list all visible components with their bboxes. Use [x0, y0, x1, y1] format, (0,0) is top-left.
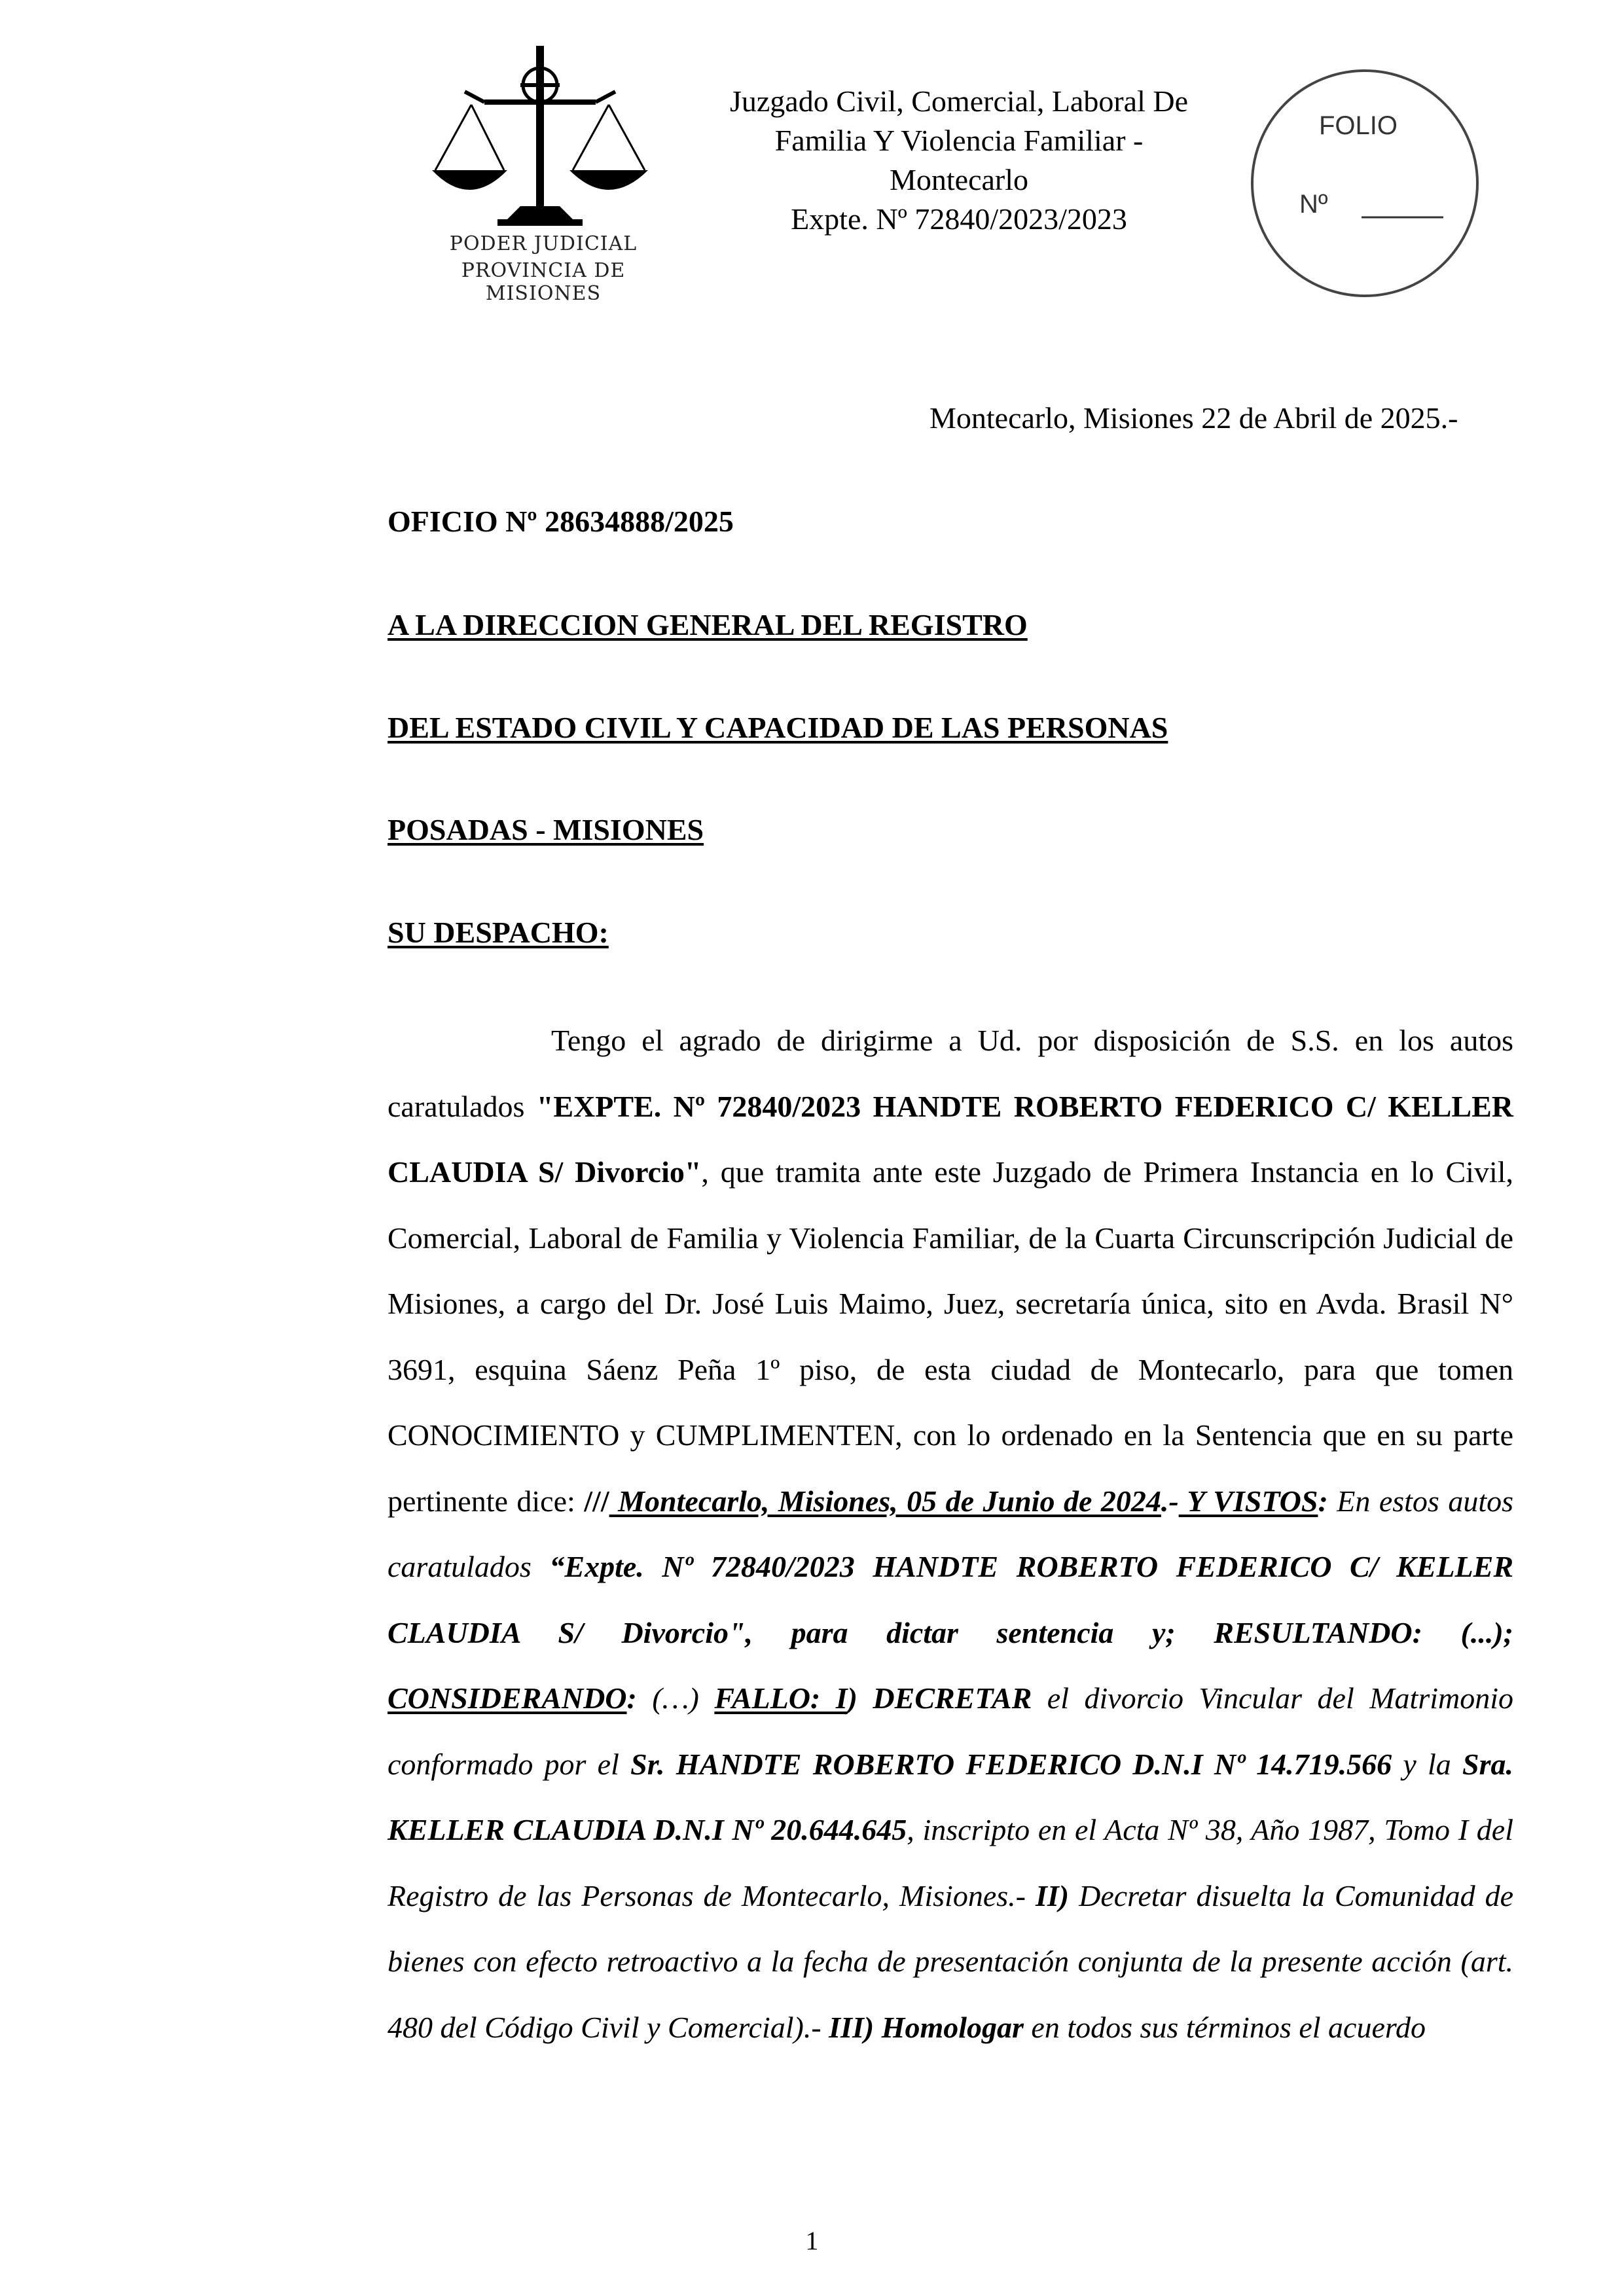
addressee-line2: DEL ESTADO CIVIL Y CAPACIDAD DE LAS PERSONAS — [388, 711, 1168, 744]
party-wife: Sra. KELLER CLAUDIA D.N.I Nº 20.644.645 — [388, 1747, 1514, 1846]
stamp-circle-icon — [1247, 65, 1483, 301]
page-number: 1 — [805, 2226, 819, 2255]
court-name-line2: Familia Y Violencia Familiar - — [774, 124, 1144, 157]
y-vistos: Y VISTOS — [1178, 1484, 1318, 1518]
poder-judicial-logo — [406, 39, 681, 305]
court-header — [687, 82, 1231, 239]
oficio-number: OFICIO Nº 28634888/2025 — [388, 505, 734, 538]
sentence-date: Montecarlo, Misiones, 05 de Junio de 2024 — [609, 1484, 1161, 1518]
fallo: FALLO: I — [714, 1681, 848, 1715]
document-date: Montecarlo, Misiones 22 de Abril de 2025.- — [929, 401, 1458, 435]
court-name-line1: Juzgado Civil, Comercial, Laboral De — [729, 84, 1189, 118]
party-husband: Sr. HANDTE ROBERTO FEDERICO D.N.I Nº 14.719.566 — [630, 1747, 1392, 1781]
case-title: "EXPTE. Nº 72840/2023 HANDTE ROBERTO FEDERICO C/ KELLER CLAUDIA S/ Divorcio" — [388, 1089, 1513, 1189]
body-text: Tengo el agrado de dirigirme a Ud. por disposición de S.S. en los autos caratulados "EXPTE. Nº 72840/2023 HANDTE ROBERTO FEDERICO C/ KELLER CLAUDIA S/ Divorcio", que tramita ante este Juzgado de Primera Instancia en lo Civil, Comercial, Laboral de Familia y Violencia Familiar, de la Cuarta Circunscripción Judicial de Misiones, a cargo del Dr. José Luis Maimo, Juez, secretaría única, sito en Avda. Brasil N° 3691, esquina Sáenz Peña 1º piso, de esta ciudad de Montecarlo, para que tomen CONOCIMIENTO y CUMPLIMENTEN, con lo ordenado en la Sentencia que en su parte pertinente dice: /// Montecarlo, Misiones, 05 de Junio de 2024.- Y VISTOS: En estos autos caratulados “Expte. Nº 72840/2023 HANDTE ROBERTO FEDERICO C/ KELLER CLAUDIA S/ Divorcio", para dictar sentencia y; RESULTANDO: (...); CONSIDERANDO: (…) FALLO: I) DECRETAR el divorcio Vincular del Matrimonio conformado por el Sr. HANDTE ROBERTO FEDERICO D.N.I Nº 14.719.566 y la Sra. KELLER CLAUDIA D.N.I Nº 20.644.645, inscripto en el Acta Nº 38, Año 1987, Tomo I del Registro de las Personas de Montecarlo, Misiones.- II) Decretar disuelta la Comunidad de bienes con efecto retroactivo a la fecha de presentación conjunta de la presente acción (art. 480 del Código Civil y Comercial).- III) Homologar en todos sus términos el acuerdo — [388, 1024, 1514, 2044]
folio-label: FOLIO — [1319, 111, 1398, 140]
logo-text-line1: PODER JUDICIAL — [449, 232, 638, 255]
scales-of-justice-icon — [406, 39, 681, 229]
folio-number-label: Nº — [1299, 190, 1328, 219]
addressee-line3: POSADAS - MISIONES — [388, 813, 704, 846]
considerando: CONSIDERANDO — [388, 1681, 627, 1715]
logo-text-line2: PROVINCIA DE MISIONES — [461, 259, 626, 305]
addressee-line1: A LA DIRECCION GENERAL DEL REGISTRO — [388, 608, 1028, 641]
court-name-line3: Montecarlo — [889, 163, 1029, 196]
body-paragraph — [388, 1008, 1513, 2060]
addressee-line4: SU DESPACHO: — [388, 916, 609, 949]
folio-stamp — [1247, 65, 1483, 301]
expediente-number: Expte. Nº 72840/2023/2023 — [791, 202, 1127, 236]
